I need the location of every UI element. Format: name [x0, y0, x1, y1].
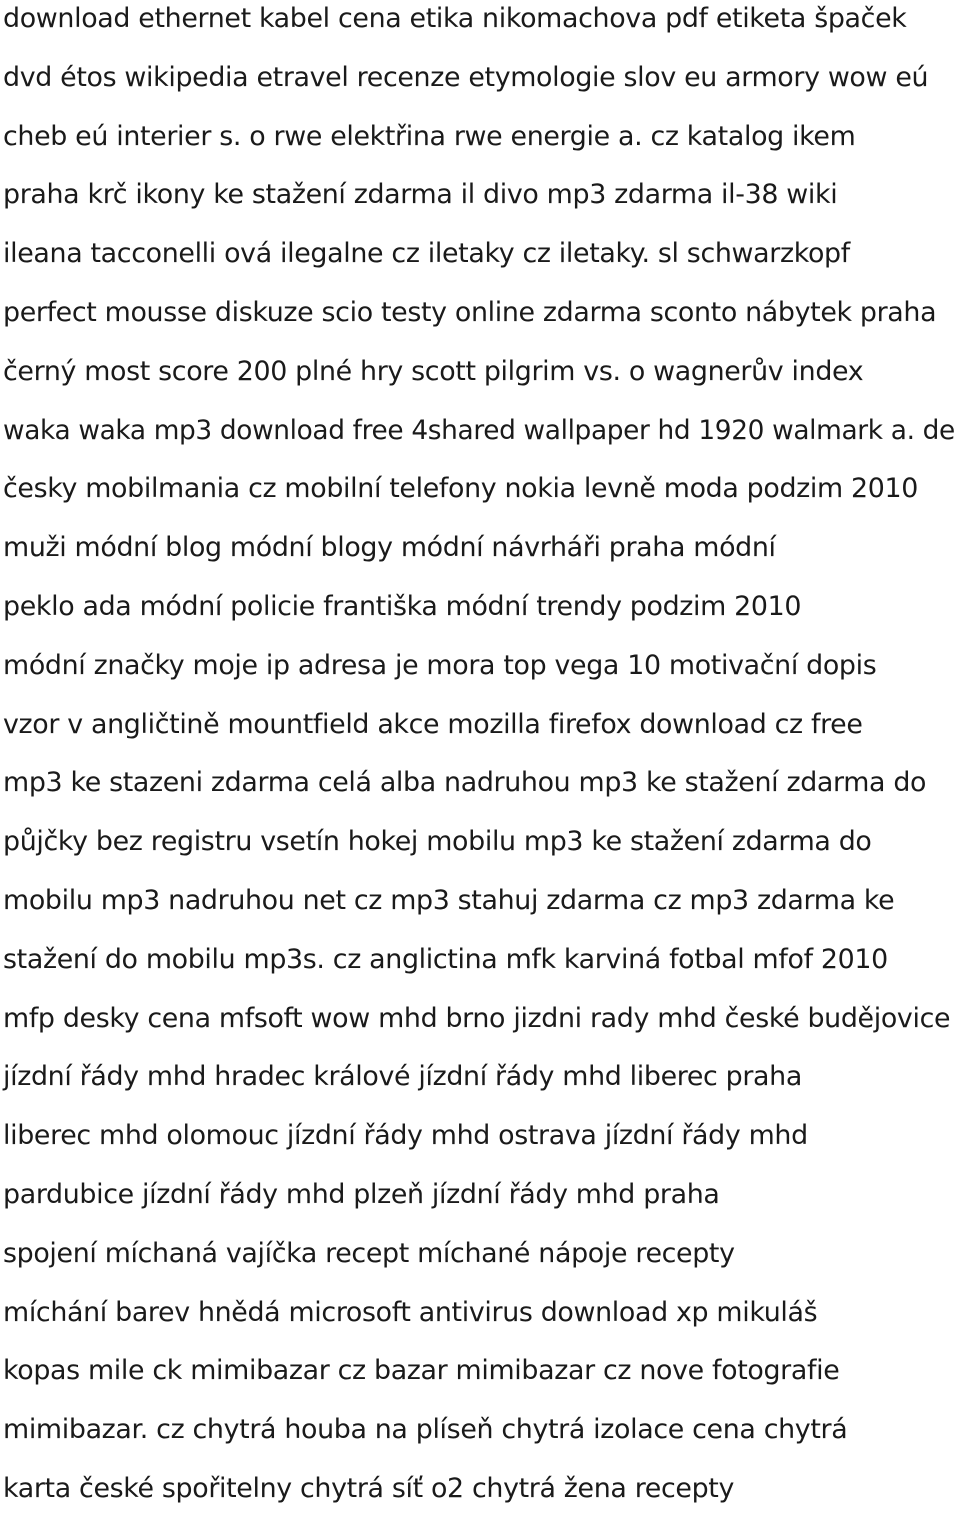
text-line: půjčky bez registru vsetín hokej mobilu mp3 ke stažení zdarma do — [3, 826, 872, 858]
text-line: mfp desky cena mfsoft wow mhd brno jizdni rady mhd české budějovice — [3, 1002, 951, 1034]
text-line: muži módní blog módní blogy módní návrháři praha módní — [3, 532, 776, 564]
text-line: černý most score 200 plné hry scott pilgrim vs. o wagnerův index — [3, 355, 864, 387]
text-line: stažení do mobilu mp3s. cz anglictina mfk karviná fotbal mfof 2010 — [3, 943, 888, 975]
text-line: spojení míchaná vajíčka recept míchané nápoje recepty — [3, 1237, 735, 1269]
text-line: liberec mhd olomouc jízdní řády mhd ostrava jízdní řády mhd — [3, 1120, 808, 1152]
text-line: praha krč ikony ke stažení zdarma il divo mp3 zdarma il-38 wiki — [3, 179, 838, 211]
text-line: dvd étos wikipedia etravel recenze etymologie slov eu armory wow eú — [3, 61, 929, 93]
text-line: mimibazar. cz chytrá houba na plíseň chytrá izolace cena chytrá — [3, 1414, 848, 1446]
text-line: pardubice jízdní řády mhd plzeň jízdní řády mhd praha — [3, 1178, 720, 1210]
text-line: cheb eú interier s. o rwe elektřina rwe energie a. cz katalog ikem — [3, 120, 856, 152]
text-line: jízdní řády mhd hradec králové jízdní řády mhd liberec praha — [3, 1061, 802, 1093]
text-line: mobilu mp3 nadruhou net cz mp3 stahuj zdarma cz mp3 zdarma ke — [3, 884, 895, 916]
text-line: kopas mile ck mimibazar cz bazar mimibazar cz nove fotografie — [3, 1355, 840, 1387]
text-line: waka waka mp3 download free 4shared wallpaper hd 1920 walmark a. de — [3, 414, 955, 446]
text-line: módní značky moje ip adresa je mora top vega 10 motivační dopis — [3, 649, 877, 681]
text-line: karta české spořitelny chytrá síť o2 chytrá žena recepty — [3, 1472, 735, 1504]
text-line: míchání barev hnědá microsoft antivirus download xp mikuláš — [3, 1296, 818, 1328]
text-line: perfect mousse diskuze scio testy online zdarma sconto nábytek praha — [3, 296, 937, 328]
text-line: mp3 ke stazeni zdarma celá alba nadruhou mp3 ke stažení zdarma do — [3, 767, 927, 799]
text-line: peklo ada módní policie františka módní trendy podzim 2010 — [3, 590, 802, 622]
body-text — [3, 0, 960, 1519]
text-line: ileana tacconelli ová ilegalne cz iletaky cz iletaky. sl schwarzkopf — [3, 238, 850, 270]
text-line: download ethernet kabel cena etika nikomachova pdf etiketa špaček — [3, 3, 907, 34]
text-line: vzor v angličtině mountfield akce mozilla firefox download cz free — [3, 708, 863, 740]
text-line: česky mobilmania cz mobilní telefony nokia levně moda podzim 2010 — [3, 473, 918, 505]
